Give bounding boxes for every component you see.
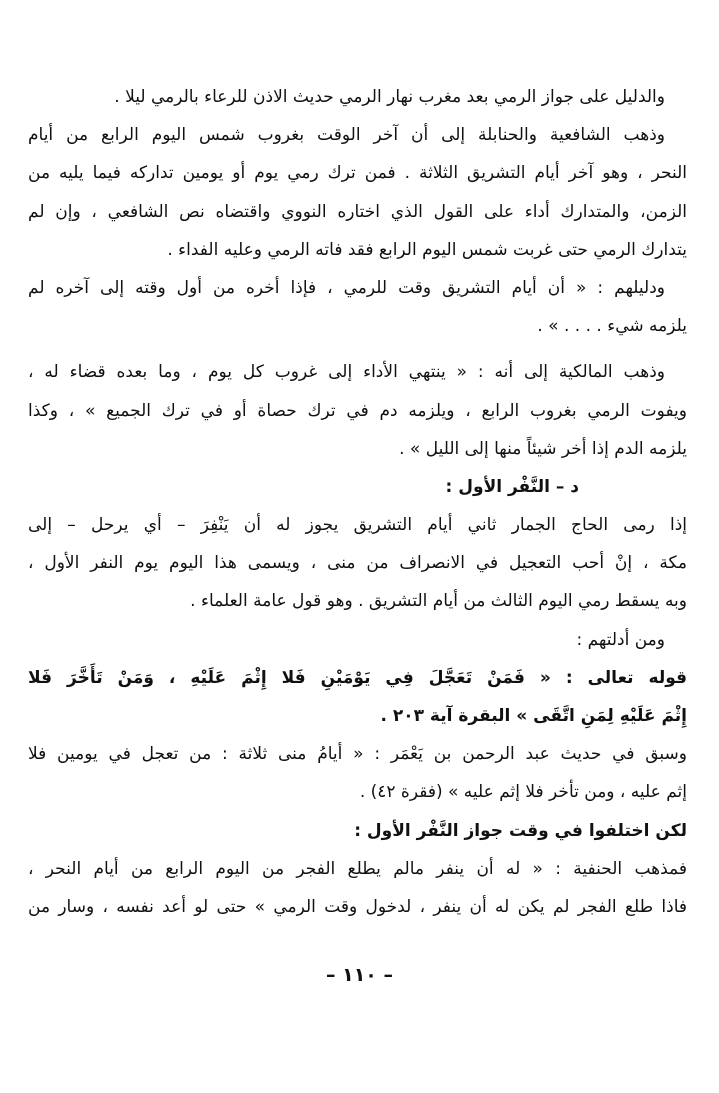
text-line-2: وذهب الشافعية والحنابلة إلى أن آخر الوقت بغروب شمس اليوم الرابع من أيام	[28, 125, 665, 146]
text-line-12: إذا رمى الحاج الجمار ثاني أيام التشريق يجوز له أن يَنْفِرَ – أي يرحل – إلى	[28, 515, 687, 536]
text-line-9: ويفوت الرمي بغروب الرابع ، ويلزمه دم في ترك حصاة أو في ترك الجميع » ، وكذا	[28, 400, 687, 421]
text-line-20: لكن اختلفوا في وقت جواز النَّفْر الأول :	[354, 820, 687, 841]
text-line-1: والدليل على جواز الرمي بعد مغرب نهار الرمي حديث الاذن للرعاء بالرمي ليلا .	[114, 87, 665, 107]
text-line-7: يلزمه شيء . . . . » .	[537, 316, 687, 337]
body-text	[28, 78, 687, 926]
text-line-15: ومن أدلتهم :	[576, 629, 665, 650]
section-heading: د – النَّفْر الأول :	[445, 476, 579, 497]
text-line-10: يلزمه الدم إذا أخر شيئاً منها إلى الليل » .	[399, 438, 687, 459]
text-line-4: الزمن، والمتدارك أداء على القول الذي اختاره النووي واقتضاه نص الشافعي ، وإن لم	[28, 201, 687, 222]
text-line-13: مكة ، إنْ أحب التعجيل في الانصراف من منى ، ويسمى هذا اليوم يوم النفر الأول ،	[28, 553, 687, 574]
text-line-14: وبه يسقط رمي اليوم الثالث من أيام التشريق . وهو قول عامة العلماء .	[190, 591, 687, 612]
page-number: – ١١٠ –	[325, 964, 394, 986]
text-line-19: إثم عليه ، ومن تأخر فلا إثم عليه » (فقرة ٤٢) .	[359, 782, 687, 803]
text-line-21: فمذهب الحنفية : « له أن ينفر مالم يطلع الفجر من اليوم الرابع من أيام النحر ،	[28, 858, 687, 879]
quran-verse-line-1: قوله تعالى : « فَمَنْ تَعَجَّلَ فِي يَوْمَيْنِ فَلا إِثْمَ عَلَيْهِ ، وَمَنْ تَأَخَّرَ فَلا	[28, 667, 687, 688]
text-line-3: النحر ، وهو آخر أيام التشريق الثلاثة . فمن ترك رمي يوم أو يومين تداركه فيما يليه من	[28, 163, 687, 184]
paragraph-gap	[28, 345, 687, 353]
text-line-6: ودليلهم : « أن أيام التشريق وقت للرمي ، فإذا أخره من أول وقته إلى آخره لم	[28, 277, 665, 298]
text-line-8: وذهب المالكية إلى أنه : « ينتهي الأداء إلى غروب كل يوم ، وما بعده قضاء له ،	[28, 362, 665, 383]
quran-verse-line-2: إِثْمَ عَلَيْهِ لِمَنِ اتَّقَى » البقرة آية ٢٠٣ .	[380, 706, 687, 726]
text-line-18: وسبق في حديث عبد الرحمن بن يَعْمَر : « أيامُ منى ثلاثة : من تعجل في يومين فلا	[28, 744, 687, 765]
text-line-22: فاذا طلع الفجر لم يكن له أن ينفر ، لدخول وقت الرمي » حتى لو أعد نفسه ، وسار من	[28, 896, 687, 917]
text-line-5: يتدارك الرمي حتى غربت شمس اليوم الرابع فقد فاته الرمي وعليه الفداء .	[167, 239, 687, 260]
